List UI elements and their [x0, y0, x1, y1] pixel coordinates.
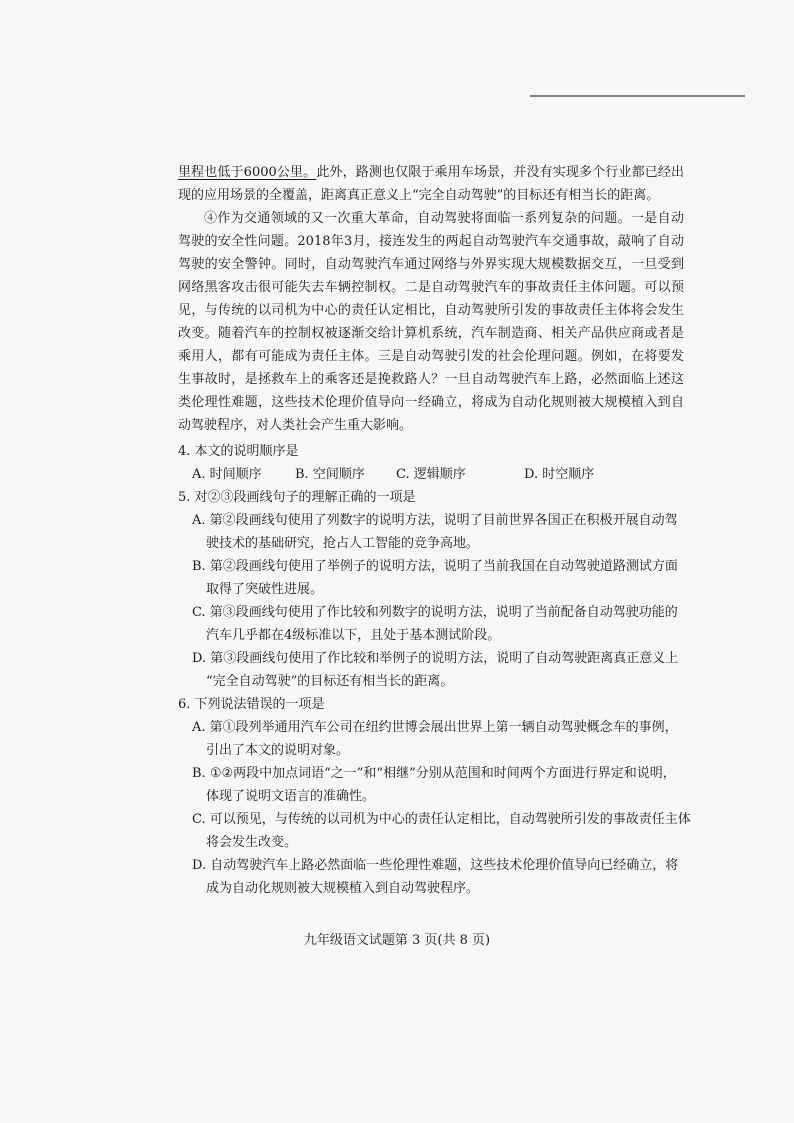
question-stem: 6. 下列说法错误的一项是 — [178, 697, 325, 712]
option-c: C. 逻辑顺序 — [396, 467, 466, 482]
question-5 — [178, 486, 718, 693]
reading-passage — [178, 161, 684, 437]
option-a: A. 第①段列举通用汽车公司在纽约世博会展出世界上第一辆自动驾驶概念车的事例， 引出了本文的说明对象。 — [192, 720, 678, 758]
option-d: D. 第③段画线句使用了作比较和举例子的说明方法，说明了自动驾驶距离真正意义上 “完全自动驾驶”的目标还有相当长的距离。 — [192, 651, 679, 689]
scan-mark-line — [530, 95, 745, 97]
option-c: C. 可以预见，与传统的以司机为中心的责任认定相比，自动驾驶所引发的事故责任主体 将会发生改变。 — [192, 812, 691, 850]
option-b: B. 空间顺序 — [295, 467, 365, 482]
option-d: D. 时空顺序 — [524, 467, 595, 482]
page-footer: 九年级语文试题第 3 页(共 8 页) — [303, 933, 491, 948]
options-row — [178, 463, 718, 486]
option-c: C. 第③段画线句使用了作比较和列数字的说明方法，说明了当前配备自动驾驶功能的 汽车几乎都在4级标准以下，且处于基本测试阶段。 — [192, 605, 678, 643]
option-b: B. 第②段画线句使用了举例子的说明方法，说明了当前我国在自动驾驶道路测试方面 取得了突破性进展。 — [192, 559, 678, 597]
paragraph-3-end: 里程也低于6000公里。此外，路测也仅限于乘用车场景，并没有实现多个行业都已经出现的应用场景的全覆盖，距离真正意义上“完全自动驾驶”的目标还有相当长的距离。 — [178, 165, 684, 203]
option-a: A. 时间顺序 — [192, 467, 262, 482]
question-4 — [178, 440, 718, 486]
question-6 — [178, 693, 718, 900]
option-d: D. 自动驾驶汽车上路必然面临一些伦理性难题，这些技术伦理价值导向已经确立，将 成为自动化规则被大规模植入到自动驾驶程序。 — [192, 858, 679, 896]
underlined-sentence: 里程也低于6000公里。 — [178, 165, 317, 180]
question-stem: 4. 本文的说明顺序是 — [178, 444, 299, 459]
paragraph-4: ④作为交通领域的又一次重大革命，自动驾驶将面临一系列复杂的问题。一是自动驾驶的安全性问题。2018年3月，接连发生的两起自动驾驶汽车交通事故，敲响了自动驾驶的安全警钟。同时，自动驾驶汽车通过网络与外界实现大规模数据交互，一旦受到网络黑客攻击很可能失去车辆控制权。二是自动驾驶汽车的事故责任主体问题。可以预见，与传统的以司机为中心的责任认定相比，自动驾驶所引发的事故责任主体将会发生改变。随着汽车的控制权被逐渐交给计算机系统，汽车制造商、相关产品供应商或者是乘用人，都有可能成为责任主体。三是自动驾驶引发的社会伦理问题。例如，在将要发生事故时，是拯救车上的乘客还是挽救路人？一旦自动驾驶汽车上路，必然面临上述这类伦理性难题，这些技术伦理价值导向一经确立，将成为自动化规则被大规模植入到自动驾驶程序，对人类社会产生重大影响。 — [178, 211, 684, 433]
question-stem: 5. 对②③段画线句子的理解正确的一项是 — [178, 490, 416, 505]
option-b: B. ①②两段中加点词语“之一”和“相继”分别从范围和时间两个方面进行界定和说明， 体现了说明文语言的准确性。 — [192, 766, 676, 804]
option-a: A. 第②段画线句使用了列数字的说明方法，说明了目前世界各国正在积极开展自动驾 驶技术的基础研究，抢占人工智能的竞争高地。 — [192, 513, 678, 551]
